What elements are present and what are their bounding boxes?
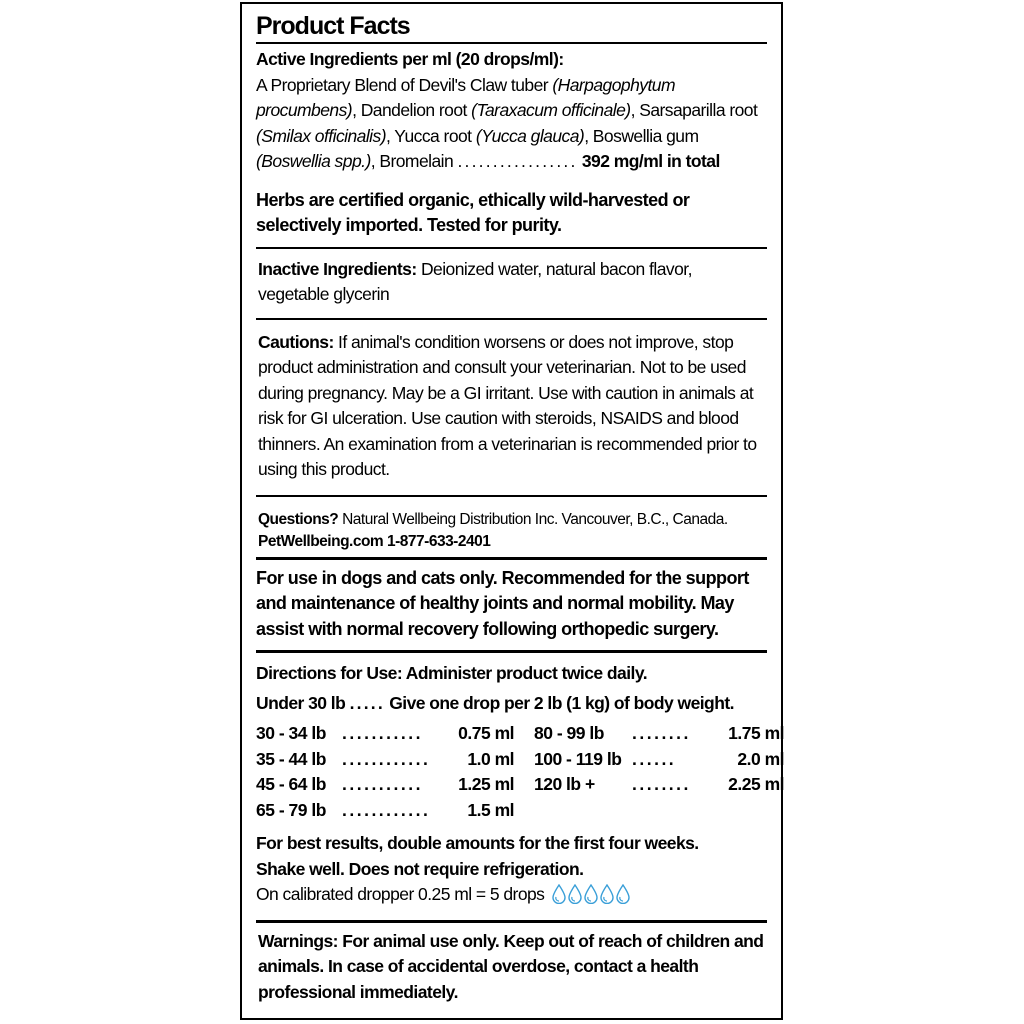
active-ingredients-heading: Active Ingredients per ml (20 drops/ml): xyxy=(256,49,564,69)
leader-dots: ............ xyxy=(342,799,431,820)
ingredient-total: 392 mg/ml in total xyxy=(581,151,720,171)
dropper-text: On calibrated dropper 0.25 ml = 5 drops xyxy=(256,884,545,904)
under-30-weight: Under 30 lb xyxy=(256,692,346,713)
ingredient-latin: (Smilax officinalis) xyxy=(256,125,386,146)
dosage-row xyxy=(534,747,784,773)
title-divider xyxy=(256,42,767,44)
dosage-row xyxy=(256,772,514,798)
warnings-label: Warnings: xyxy=(258,930,338,951)
dosage-row xyxy=(534,772,784,798)
dosage-weight: 80 - 99 lb xyxy=(534,723,604,743)
dosage-amount: 1.75 ml xyxy=(728,723,784,743)
questions-label: Questions? xyxy=(258,510,339,528)
leader-dots: ............ xyxy=(342,748,431,769)
water-drop-icon xyxy=(568,884,582,904)
warnings-text: For animal use only. Keep out of reach of children and animals. In case of accidental overdose, contact a health professional immediately. xyxy=(258,930,764,1002)
divider xyxy=(256,495,767,497)
under-30-text: Give one drop per 2 lb (1 kg) of body weight. xyxy=(389,692,734,713)
directions-heading: Directions for Use: Administer product twice daily. xyxy=(256,663,648,683)
product-facts-label xyxy=(240,2,783,1020)
water-drop-icon xyxy=(600,884,614,904)
dosage-amount: 1.0 ml xyxy=(467,748,514,769)
dosage-amount: 0.75 ml xyxy=(458,723,514,743)
divider xyxy=(256,557,767,560)
cautions-text: If animal's condition worsens or does not improve, stop product administration and consult your veterinarian. Not to be used during pregnancy. May be a GI irritant. Use with caution in animals at risk for GI ulceration. Use caution with steroids, NSAIDS and blood thinners. An examination from a veterinarian is recommended prior to using this product. xyxy=(258,331,757,479)
warnings xyxy=(256,929,767,1006)
divider xyxy=(256,247,767,249)
use-note: For use in dogs and cats only. Recommended for the support and maintenance of healthy joints and normal mobility. May assist with normal recovery following orthopedic surgery. xyxy=(256,567,749,639)
water-drop-icon xyxy=(552,884,566,904)
active-ingredients-section xyxy=(256,47,767,175)
leader-dots: ..... xyxy=(349,692,385,713)
leader-dots: ...... xyxy=(632,748,677,769)
ingredient-latin: (Boswellia spp.) xyxy=(256,151,371,171)
active-ingredients-text xyxy=(256,73,767,175)
label-content xyxy=(256,12,784,1005)
ingredient-text: A Proprietary Blend of Devil's Claw tuber xyxy=(256,74,553,95)
dosage-column-right xyxy=(534,721,784,823)
best-results-note: For best results, double amounts for the first four weeks. xyxy=(256,833,699,853)
inactive-label: Inactive Ingredients: xyxy=(258,258,417,279)
dosage-table xyxy=(256,721,784,823)
dosage-amount: 2.25 ml xyxy=(728,774,784,794)
dosage-weight: 45 - 64 lb xyxy=(256,774,326,794)
divider xyxy=(256,318,767,320)
ingredient-text: , Boswellia gum xyxy=(584,125,699,146)
dosage-amount: 2.0 ml xyxy=(737,748,784,769)
contact-info: PetWellbeing.com 1-877-633-2401 xyxy=(258,532,491,550)
inactive-text: Deionized water, natural bacon flavor, vegetable glycerin xyxy=(258,258,692,304)
dosage-row xyxy=(256,798,514,824)
dosage-column-left xyxy=(256,721,514,823)
page-title: Product Facts xyxy=(256,12,410,40)
shake-note: Shake well. Does not require refrigeration. xyxy=(256,858,584,879)
cautions-label: Cautions: xyxy=(258,331,334,352)
divider xyxy=(256,920,767,923)
leader-dots: ........... xyxy=(342,723,423,743)
ingredient-text: , Dandelion root xyxy=(352,100,472,120)
dosage-weight: 65 - 79 lb xyxy=(256,799,326,820)
dosage-weight: 100 - 119 lb xyxy=(534,748,622,769)
water-drop-icon xyxy=(584,884,598,904)
dosage-row xyxy=(256,721,514,747)
questions-text: Natural Wellbeing Distribution Inc. Vancouver, B.C., Canada. xyxy=(338,510,728,528)
ingredient-latin: (Taraxacum officinale) xyxy=(471,100,631,120)
dosage-amount: 1.5 ml xyxy=(467,799,514,820)
dosage-weight: 30 - 34 lb xyxy=(256,723,326,743)
dosage-amount: 1.25 ml xyxy=(458,774,514,794)
dropper-note xyxy=(256,882,767,908)
directions-under-30 xyxy=(256,691,767,717)
leader-dots: ................. xyxy=(457,151,578,171)
leader-dots: ........ xyxy=(632,723,691,743)
ingredient-text: , Yucca root xyxy=(386,125,476,146)
directions xyxy=(256,661,784,908)
questions xyxy=(256,509,767,553)
leader-dots: ........... xyxy=(342,774,423,794)
herbs-note: Herbs are certified organic, ethically wild-harvested or selectively imported. Tested for purity. xyxy=(256,189,690,235)
dosage-weight: 35 - 44 lb xyxy=(256,748,326,769)
divider xyxy=(256,650,767,653)
dosage-weight: 120 lb + xyxy=(534,774,595,794)
water-drop-icon xyxy=(616,884,630,904)
dosage-row xyxy=(534,721,784,747)
ingredient-text: , Sarsaparilla root xyxy=(630,100,758,120)
leader-dots: ........ xyxy=(632,774,691,794)
drops-illustration xyxy=(552,884,630,904)
ingredient-latin: (Harpagophytum procumbens) xyxy=(256,74,676,120)
ingredient-latin: (Yucca glauca) xyxy=(475,125,585,146)
ingredient-text: , Bromelain xyxy=(370,151,458,171)
cautions xyxy=(256,330,767,483)
inactive-ingredients xyxy=(256,257,767,308)
dosage-row xyxy=(256,747,514,773)
